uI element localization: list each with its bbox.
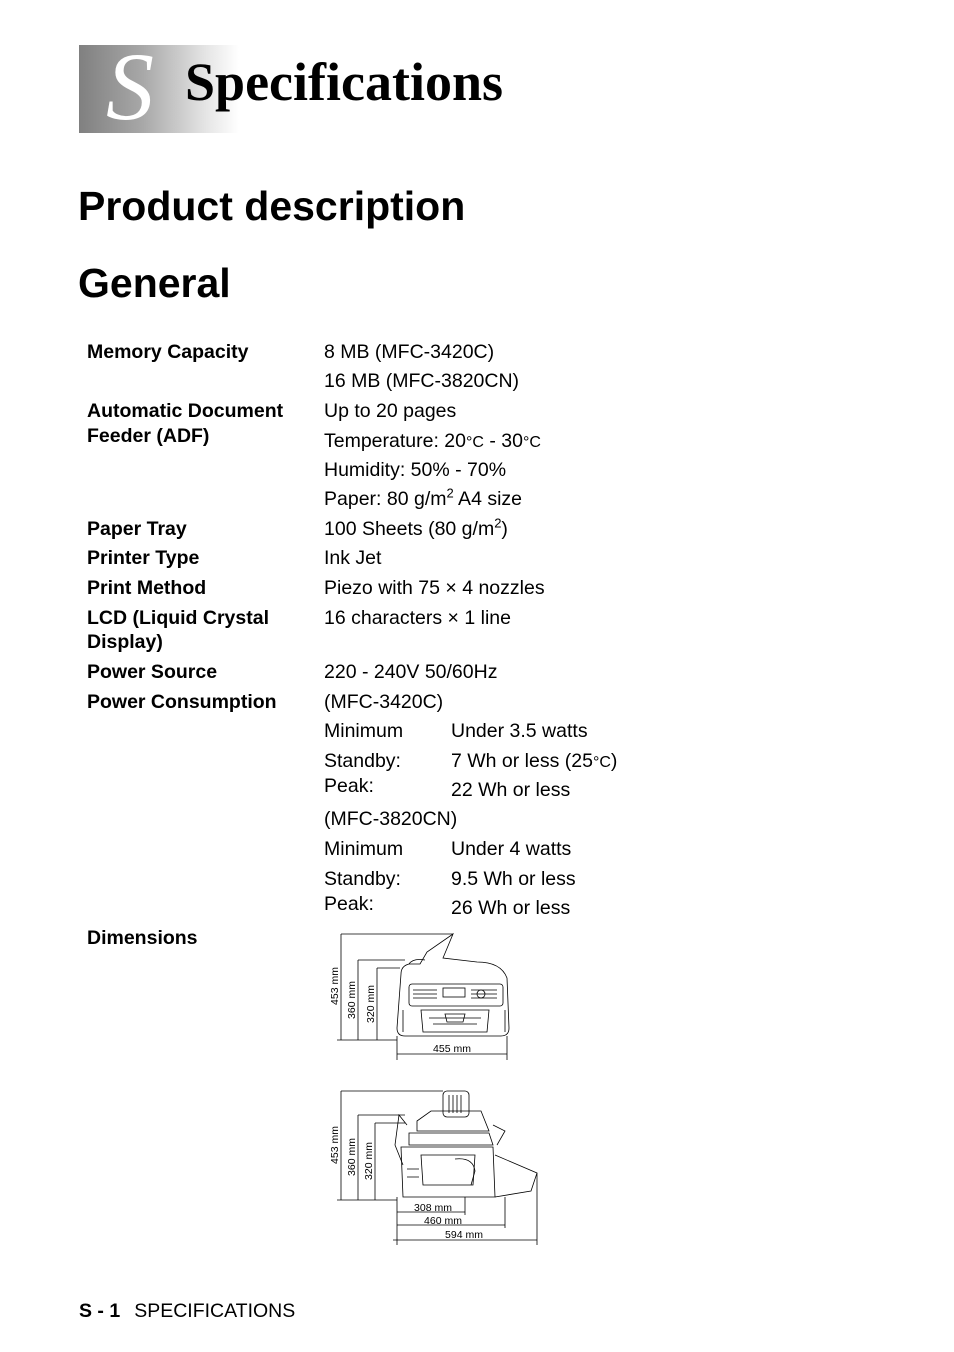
power-m1-min-label: Minimum	[324, 720, 404, 742]
front-height-320: 320 mm	[365, 985, 377, 1023]
power-m2-min-value: Under 4 watts	[451, 838, 572, 860]
chapter-letter: S	[106, 33, 154, 140]
power-m1-min-value: Under 3.5 watts	[451, 720, 588, 742]
footer-section: SPECIFICATIONS	[134, 1300, 296, 1322]
paper-tray-label: Paper Tray	[87, 518, 187, 540]
front-height-453: 453 mm	[329, 967, 341, 1005]
print-method-value: Piezo with 75 × 4 nozzles	[324, 577, 545, 599]
adf-capacity: Up to 20 pages	[324, 400, 457, 422]
front-width-455: 455 mm	[433, 1043, 471, 1055]
printer-type-label: Printer Type	[87, 547, 200, 569]
chapter-title: Specifications	[185, 52, 503, 112]
side-height-320: 320 mm	[363, 1142, 375, 1180]
memory-capacity-value-2: 16 MB (MFC-3820CN)	[324, 370, 520, 392]
lcd-value: 16 characters × 1 line	[324, 607, 511, 629]
front-height-360: 360 mm	[346, 981, 358, 1019]
chapter-heading	[79, 33, 779, 140]
memory-capacity-label: Memory Capacity	[87, 341, 249, 363]
power-source-label: Power Source	[87, 661, 218, 683]
page-number: S - 1	[79, 1300, 121, 1322]
dimensions-label: Dimensions	[87, 927, 198, 949]
front-view-dimension-drawing	[325, 928, 535, 1063]
power-m1-peak-label: Peak:	[324, 775, 374, 797]
power-m1-standby-label: Standby:	[324, 750, 401, 772]
side-depth-594: 594 mm	[445, 1229, 483, 1241]
power-m1-peak-value: 22 Wh or less	[451, 779, 571, 801]
adf-paper: Paper: 80 $g/m^2$ A4 size	[324, 485, 523, 510]
adf-label-line1: Automatic Document	[87, 400, 284, 422]
adf-label-line2: Feeder (ADF)	[87, 425, 210, 447]
power-m2-standby-label: Standby:	[324, 868, 401, 890]
paper-tray-value: 100 Sheets (80 $g/m^2$)	[324, 515, 508, 540]
power-m2-peak-label: Peak:	[324, 893, 374, 915]
printer-type-value: Ink Jet	[324, 547, 382, 569]
power-m2-min-label: Minimum	[324, 838, 404, 860]
page-footer	[79, 1300, 295, 1323]
adf-humidity: Humidity: 50% - 70%	[324, 459, 507, 481]
power-consumption-label: Power Consumption	[87, 691, 277, 713]
section-title: Product description	[78, 183, 466, 229]
power-model-1: (MFC-3420C)	[324, 691, 444, 713]
side-height-453: 453 mm	[329, 1126, 341, 1164]
print-method-label: Print Method	[87, 577, 207, 599]
side-depth-460: 460 mm	[424, 1215, 462, 1227]
lcd-label-line1: LCD (Liquid Crystal	[87, 607, 270, 629]
subsection-title: General	[78, 260, 231, 306]
side-height-360: 360 mm	[346, 1138, 358, 1176]
power-m2-standby-value: 9.5 Wh or less	[451, 868, 576, 890]
adf-temperature: Temperature: 20°C - 30°C	[324, 430, 541, 452]
side-depth-308: 308 mm	[414, 1202, 452, 1214]
power-m2-peak-value: 26 Wh or less	[451, 897, 571, 919]
power-model-2: (MFC-3820CN)	[324, 808, 458, 830]
memory-capacity-value-1: 8 MB (MFC-3420C)	[324, 341, 495, 363]
power-source-value: 220 - 240V 50/60Hz	[324, 661, 498, 683]
side-view-dimension-drawing	[325, 1085, 545, 1250]
lcd-label-line2: Display)	[87, 631, 163, 653]
power-m1-standby-value: 7 Wh or less (25°C)	[451, 750, 618, 772]
